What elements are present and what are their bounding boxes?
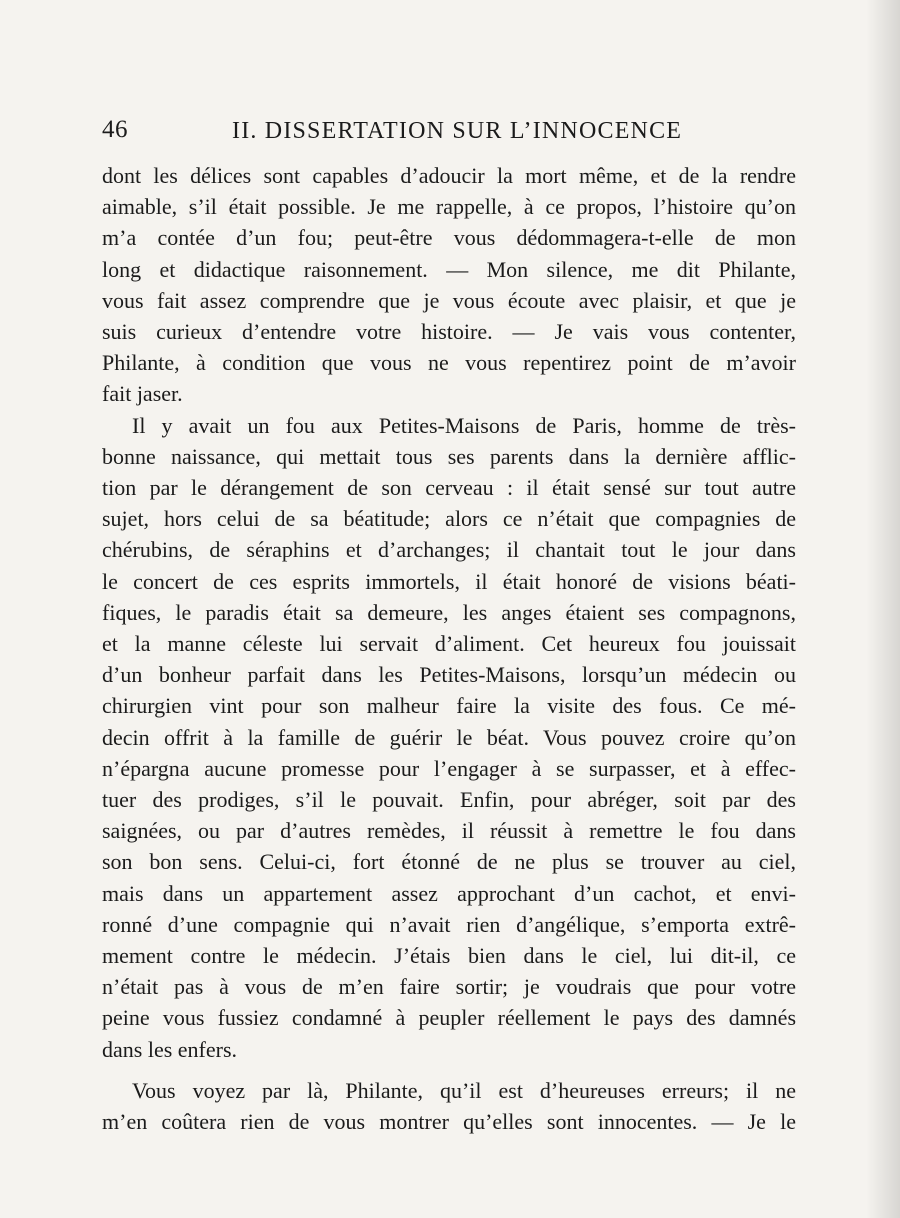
text-line: dont les délices sont capables d’adoucir la mort même, et de la rendre — [102, 163, 796, 188]
text-line: Vous voyez par là, Philante, qu’il est d’heureuses erreurs; il ne — [132, 1077, 796, 1103]
text-line: suis curieux d’entendre votre histoire. — Je vais vous contenter, — [102, 319, 796, 345]
text-line: sujet, hors celui de sa béatitude; alors ce n’était que compagnies de — [102, 506, 796, 532]
text-line: et la manne céleste lui servait d’aliment. Cet heureux fou jouissait — [102, 631, 796, 657]
text-line: n’était pas à vous de m’en faire sortir; je voudrais que pour votre — [102, 974, 796, 1000]
text-line: chirurgien vint pour son malheur faire la visite des fous. Ce mé- — [102, 693, 796, 719]
text-line: son bon sens. Celui-ci, fort étonné de ne plus se trouver au ciel, — [102, 849, 796, 875]
paragraph-gap — [102, 1065, 796, 1075]
text-line: ronné d’une compagnie qui n’avait rien d’angélique, s’emporta extrê- — [102, 911, 796, 937]
text-line: Philante, à condition que vous ne vous repentirez point de m’avoir — [102, 350, 796, 376]
body-text — [102, 160, 796, 1137]
text-line: mement contre le médecin. J’étais bien dans le ciel, lui dit-il, ce — [102, 943, 796, 969]
text-line: tuer des prodiges, s’il le pouvait. Enfin, pour abréger, soit par des — [102, 787, 796, 813]
text-line: peine vous fussiez condamné à peupler réellement le pays des damnés — [102, 1005, 796, 1031]
running-title: II. DISSERTATION SUR L’INNOCENCE — [232, 118, 683, 144]
paragraph-2 — [102, 410, 796, 1065]
paragraph-3 — [102, 1075, 796, 1137]
text-line: long et didactique raisonnement. — Mon silence, me dit Philante, — [102, 256, 796, 282]
text-line: decin offrit à la famille de guérir le béat. Vous pouvez croire qu’on — [102, 724, 796, 750]
text-line: d’un bonheur parfait dans les Petites-Maisons, lorsqu’un médecin ou — [102, 662, 796, 688]
text-line: tion par le dérangement de son cerveau : il était sensé sur tout autre — [102, 475, 796, 501]
text-line: chérubins, de séraphins et d’archanges; il chantait tout le jour dans — [102, 537, 796, 563]
text-line: fiques, le paradis était sa demeure, les anges étaient ses compagnons, — [102, 599, 796, 625]
text-line: aimable, s’il était possible. Je me rappelle, à ce propos, l’histoire qu’on — [102, 194, 796, 220]
text-line: mais dans un appartement assez approchant d’un cachot, et envi- — [102, 880, 796, 906]
text-line: vous fait assez comprendre que je vous écoute avec plaisir, et que je — [102, 287, 796, 313]
text-line: dans les enfers. — [102, 1036, 238, 1062]
text-line: bonne naissance, qui mettait tous ses parents dans la dernière afflic- — [102, 443, 796, 469]
text-line: fait jaser. — [102, 381, 183, 407]
page-edge-shadow — [866, 0, 900, 1218]
text-line: m’en coûtera rien de vous montrer qu’elles sont innocentes. — Je le — [102, 1109, 796, 1135]
page-number: 46 — [102, 116, 128, 143]
text-line: n’épargna aucune promesse pour l’engager à se surpasser, et à effec- — [102, 755, 796, 781]
page-header — [102, 116, 802, 156]
text-line: le concert de ces esprits immortels, il était honoré de visions béati- — [102, 568, 796, 594]
text-line: Il y avait un fou aux Petites-Maisons de Paris, homme de très- — [132, 412, 796, 438]
text-line: saignées, ou par d’autres remèdes, il réussit à remettre le fou dans — [102, 818, 796, 844]
text-line: m’a contée d’un fou; peut-être vous dédommagera-t-elle de mon — [102, 225, 796, 251]
paragraph-1 — [102, 160, 796, 410]
